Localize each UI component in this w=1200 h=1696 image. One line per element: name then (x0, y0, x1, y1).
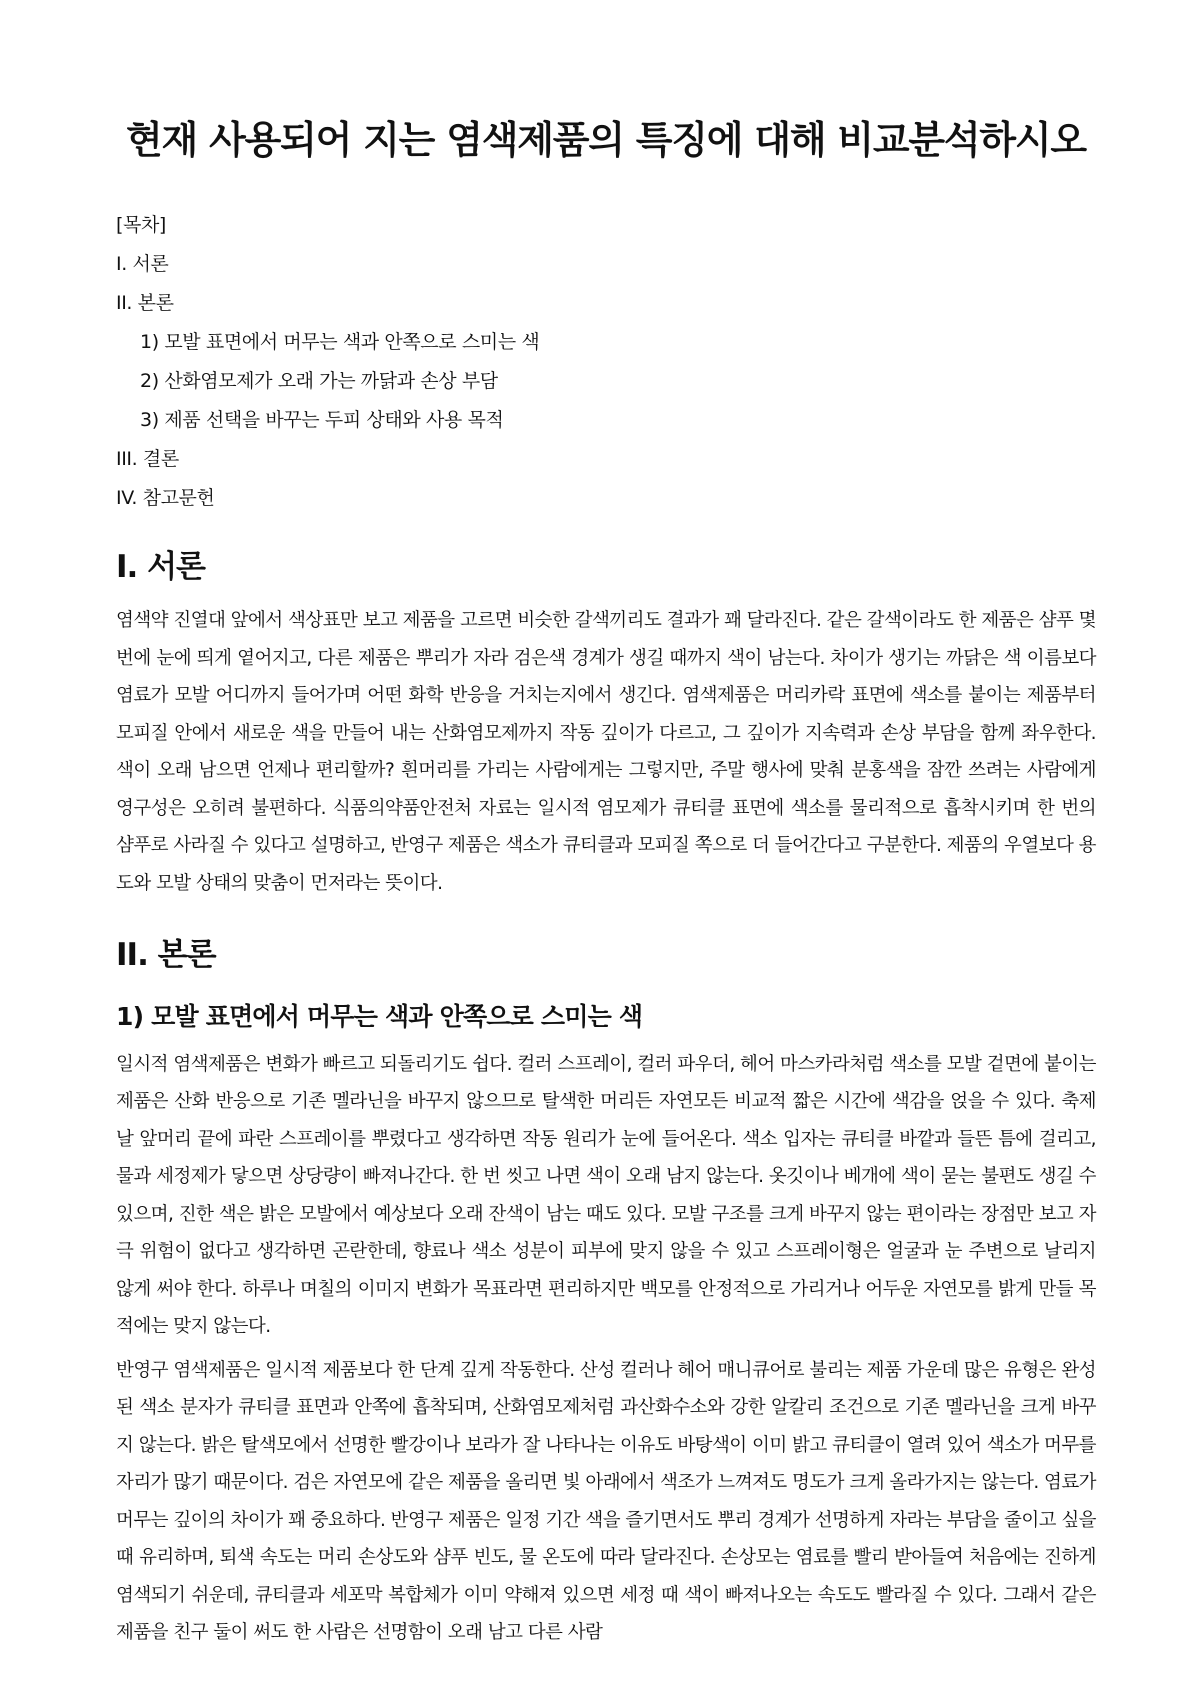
section-1-heading: 1) 모발 표면에서 머무는 색과 안쪽으로 스미는 색 (116, 1002, 643, 1032)
section-1-paragraph-1: 일시적 염색제품은 변화가 빠르고 되돌리기도 쉽다. 컬러 스프레이, 컬러 파우더, 헤어 마스카라처럼 색소를 모발 겉면에 붙이는 제품은 산화 반응으로 기존 멜라닌을 바꾸지 않으므로 탈색한 머리든 자연모든 비교적 짧은 시간에 색감을 얹을 수 있다. 축제 날 앞머리 끝에 파란 스프레이를 뿌렸다고 생각하면 작동 원리가 눈에 들어온다. 색소 입자는 큐티클 바깥과 들뜬 틈에 걸리고, 물과 세정제가 닿으면 상당량이 빠져나간다. 한 번 씻고 나면 색이 오래 남지 않는다. 옷깃이나 베개에 색이 묻는 불편도 생길 수 있으며, 진한 색은 밝은 모발에서 예상보다 오래 잔색이 남는 때도 있다. 모발 구조를 크게 바꾸지 않는 편이라는 장점만 보고 자극 위험이 없다고 생각하면 곤란한데, 향료나 색소 성분이 피부에 맞지 않을 수 있고 스프레이형은 얼굴과 눈 주변으로 날리지 않게 써야 한다. 하루나 며칠의 이미지 변화가 목표라면 편리하지만 백모를 안정적으로 가리거나 어두운 자연모를 밝게 만들 목적에는 맞지 않는다. (116, 1053, 1096, 1338)
section-1-paragraph-2: 반영구 염색제품은 일시적 제품보다 한 단계 깊게 작동한다. 산성 컬러나 헤어 매니큐어로 불리는 제품 가운데 많은 유형은 완성된 색소 분자가 큐티클 표면과 안쪽에 흡착되며, 산화염모제처럼 과산화수소와 강한 알칼리 조건으로 기존 멜라닌을 크게 바꾸지 않는다. 밝은 탈색모에서 선명한 빨강이나 보라가 잘 나타나는 이유도 바탕색이 이미 밝고 큐티클이 열려 있어 색소가 머무를 자리가 많기 때문이다. 검은 자연모에 같은 제품을 올리면 빛 아래에서 색조가 느껴져도 명도가 크게 올라가지는 않는다. 염료가 머무는 깊이의 차이가 꽤 중요하다. 반영구 제품은 일정 기간 색을 즐기면서도 뿌리 경계가 선명하게 자라는 부담을 줄이고 싶을 때 유리하며, 퇴색 속도는 머리 손상도와 샴푸 빈도, 물 온도에 따라 달라진다. 손상모는 염료를 빨리 받아들여 처음에는 진하게 염색되기 쉬운데, 큐티클과 세포막 복합체가 이미 약해져 있으면 세정 때 색이 빠져나오는 속도도 빨라질 수 있다. 그래서 같은 제품을 친구 둘이 써도 한 사람은 선명함이 오래 남고 다른 사람 (116, 1359, 1096, 1644)
intro-heading: I. 서론 (116, 548, 205, 585)
toc-item-intro: I. 서론 (116, 252, 169, 275)
toc-item-body: II. 본론 (116, 291, 174, 314)
toc-item-body-1: 1) 모발 표면에서 머무는 색과 안쪽으로 스미는 색 (140, 330, 540, 353)
toc-item-body-3: 3) 제품 선택을 바꾸는 두피 상태와 사용 목적 (140, 408, 504, 431)
toc-item-body-2: 2) 산화염모제가 오래 가는 까닭과 손상 부담 (140, 369, 498, 392)
table-of-contents (116, 206, 1096, 518)
toc-item-conclusion: III. 결론 (116, 447, 179, 470)
intro-paragraph: 염색약 진열대 앞에서 색상표만 보고 제품을 고르면 비슷한 갈색끼리도 결과가 꽤 달라진다. 같은 갈색이라도 한 제품은 샴푸 몇 번에 눈에 띄게 옅어지고, 다른 제품은 뿌리가 자라 검은색 경계가 생길 때까지 색이 남는다. 차이가 생기는 까닭은 색 이름보다 염료가 모발 어디까지 들어가며 어떤 화학 반응을 거치는지에서 생긴다. 염색제품은 머리카락 표면에 색소를 붙이는 제품부터 모피질 안에서 새로운 색을 만들어 내는 산화염모제까지 작동 깊이가 다르고, 그 깊이가 지속력과 손상 부담을 함께 좌우한다. 색이 오래 남으면 언제나 편리할까? 흰머리를 가리는 사람에게는 그렇지만, 주말 행사에 맞춰 분홍색을 잠깐 쓰려는 사람에게 영구성은 오히려 불편하다. 식품의약품안전처 자료는 일시적 염모제가 큐티클 표면에 색소를 물리적으로 흡착시키며 한 번의 샴푸로 사라질 수 있다고 설명하고, 반영구 제품은 색소가 큐티클과 모피질 쪽으로 더 들어간다고 구분한다. 제품의 우열보다 용도와 모발 상태의 맞춤이 먼저라는 뜻이다. (116, 610, 1096, 894)
document-title: 현재 사용되어 지는 염색제품의 특징에 대해 비교분석하시오 (126, 118, 1086, 162)
toc-heading: [목차] (116, 213, 166, 236)
toc-item-references: IV. 참고문헌 (116, 486, 215, 509)
body-heading: II. 본론 (116, 937, 216, 974)
